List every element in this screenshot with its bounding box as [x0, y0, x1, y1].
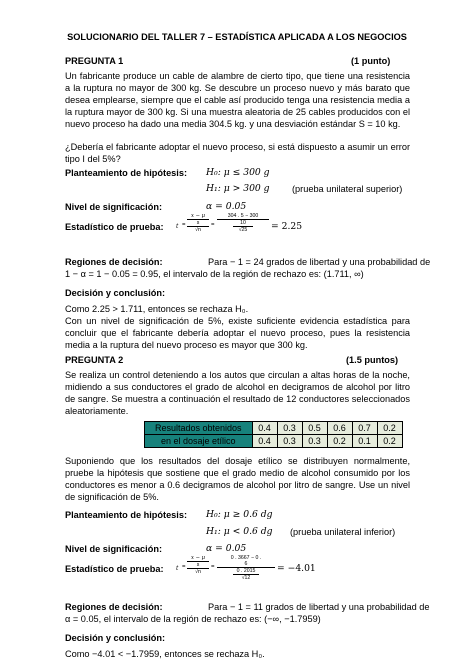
table-cell: 0.2	[377, 435, 402, 448]
q1-statement: Un fabricante produce un cable de alambre de cierto tipo, que tiene una resistencia a la ruptura no mayor de 300 kg. Se descubre un proceso nuevo y más barato que desea emplearse, siempre que el cable así producido tenga una resistencia media a la ruptura mayor de 300 kg. Si una muestra aleatoria de 25 cables producidos con el nuevo proceso ha dado una media 304.5 kg. y una desviación estándar S = 10 kg.	[65, 71, 410, 129]
q1-regions-label: Regiones de decisión:	[65, 257, 163, 267]
table-cell: 0.6	[327, 422, 352, 435]
q2-h1: H₁: μ < 0.6 dg	[206, 526, 273, 537]
q2-statistic-symbol: t	[176, 565, 179, 572]
q1-decision-label: Decisión y conclusión:	[65, 288, 166, 298]
table-row	[145, 435, 403, 448]
q2-statistic-substitution: 0 . 3667 − 0 . 6 0 . 2015 √12	[217, 555, 275, 581]
table-cell: 0.7	[352, 422, 377, 435]
document-page: SOLUCIONARIO DEL TALLER 7 – ESTADÍSTICA APLICADA A LOS NEGOCIOS PREGUNTA 1 (1 punto) Un fabricante produce un cable de alambre de cierto tipo, que tiene una resistencia a la ruptura no mayor de 300 kg. Se descubre un proceso nuevo y más barato que desea emplearse, siempre que el cable así producido tenga una resistencia media a la ruptura mayor de 300 kg. Si una muestra aleatoria de 25 cables producidos con el nuevo proceso ha dado una media 304.5 kg. y una desviación estándar S = 10 kg. ¿Debería el fabricante adoptar el nuevo proceso, si está dispuesto a asumir un error tipo I del 5%? Planteamiento de hipótesis: H₀: μ ≤ 300 g H₁: μ > 300 g (prueba unilateral superior) Nivel de significación: α = 0.05 Estadístico de prueba: t = x − μ s √n = 304 . 5 − 300 10 √25 = 2.25 Regiones de decisión: Para − 1 = 24 grados de libertad y una probabilidad de 1 − α = 1 − 0.05 = 0.95, el intervalo de la región de rechazo es: (1.711, ∞) Decisión y conclusión: Como 2.25 > 1.711, entonces se rechaza H₀. Con un nivel de significación de 5%, existe suficiente evidencia estadística para concluir que el fabricante debería adoptar el nuevo proceso, pues la resistencia media a la ruptura del nuevo proceso es mayor que 300 kg. PREGUNTA 2 (1.5 puntos) Se realiza un control deteniendo a los autos que circulan a altas horas de la noche, midiendo a sus conductores el grado de alcohol en decigramos de alcohol por litro de sangre. Se muestra a continuación el resultado de 12 conductores seleccionados aleatoriamente. Resultados obtenidos 0.4 0.3 0.5 0.6 0.7 0.2 en el dosaje etílico 0.4 0.3 0.3 0.2 0.1 0.2 Suponiendo que los resultados del dosaje etílico se distribuyen normalmente, pruebe la hipótesis que sostiene que el grado medio de alcohol consumido por los conductores es menor a 0.6 decigramos de alcohol por litro de sangre. Use un nivel de significación de 5%. Planteamiento de hipótesis: H₀: μ ≥ 0.6 dg H₁: μ < 0.6 dg (prueba unilateral inferior) Nivel de significación: α = 0.05 Estadístico de prueba: t = x − μ s √n = 0 . 3667 − 0 . 6 0 . 2015 √12 = −4.01 Regiones de decisión: Para − 1 = 11 grados de libertad y una probabilidad de α = 0.05, el intervalo de la región de rechazo es: (−∞, −1.7959) Decisión y conclusión: Como −4.01 < −1.7959, entonces se rechaza H₀.	[0, 0, 474, 669]
table-cell: 0.2	[377, 422, 402, 435]
q2-hypothesis-label: Planteamiento de hipótesis:	[65, 510, 188, 520]
q2-decision-line: Como −4.01 < −1.7959, entonces se rechaza H₀.	[65, 649, 265, 659]
table-cell: 0.4	[252, 422, 277, 435]
table-cell: 0.3	[277, 435, 302, 448]
q2-regions-line1: Para − 1 = 11 grados de libertad y una probabilidad de	[208, 602, 430, 612]
q2-test-type: (prueba unilateral inferior)	[290, 527, 396, 537]
q1-alpha: α = 0.05	[206, 201, 247, 212]
q1-statistic-formula: x − μ s √n	[187, 213, 209, 233]
table-cell: 0.4	[252, 435, 277, 448]
q1-test-type: (prueba unilateral superior)	[292, 184, 403, 194]
table-header-line1: Resultados obtenidos	[145, 422, 253, 435]
table-cell: 0.1	[352, 435, 377, 448]
q1-statistic-substitution: 304 . 5 − 300 10 √25	[217, 213, 269, 233]
table-cell: 0.2	[327, 435, 352, 448]
q2-statistic-formula: x − μ s √n	[187, 555, 209, 575]
q2-statement2: Suponiendo que los resultados del dosaje etílico se distribuyen normalmente, pruebe la hipótesis que sostiene que el grado medio de alcohol consumido por los conductores es menor a 0.6 decigramos de alcohol por litro de sangre. Use un nivel de significación de 5%.	[65, 456, 410, 502]
q1-decision-line: Como 2.25 > 1.711, entonces se rechaza H₀.	[65, 304, 249, 314]
q1-hypothesis-label: Planteamiento de hipótesis:	[65, 168, 188, 178]
q2-statistic-result: = −4.01	[277, 563, 316, 574]
table-header-line2: en el dosaje etílico	[145, 435, 253, 448]
data-table	[144, 421, 403, 448]
table-cell: 0.3	[302, 435, 327, 448]
q2-h0: H₀: μ ≥ 0.6 dg	[206, 509, 273, 520]
table-row	[145, 422, 403, 435]
q1-points: (1 punto)	[351, 56, 391, 66]
q1-statistic-result: = 2.25	[271, 221, 303, 232]
q2-points: (1.5 puntos)	[346, 355, 399, 365]
q1-question: ¿Debería el fabricante adoptar el nuevo proceso, si está dispuesto a asumir un error tipo I del 5%?	[65, 142, 410, 164]
q1-statistic-symbol: t	[176, 223, 179, 230]
q2-significance-label: Nivel de significación:	[65, 544, 163, 554]
q1-conclusion: Con un nivel de significación de 5%, existe suficiente evidencia estadística para concluir que el fabricante debería adoptar el nuevo proceso, pues la resistencia media a la ruptura del nuevo proceso es mayor que 300 kg.	[65, 316, 410, 350]
q2-regions-line2: α = 0.05, el intervalo de la región de rechazo es: (−∞, −1.7959)	[65, 614, 321, 624]
q2-statement: Se realiza un control deteniendo a los autos que circulan a altas horas de la noche, midiendo a sus conductores el grado de alcohol en decigramos de alcohol por litro de sangre. Se muestra a continuación el resultado de 12 conductores seleccionados aleatoriamente.	[65, 370, 410, 416]
q2-alpha: α = 0.05	[206, 543, 247, 554]
q1-h1: H₁: μ > 300 g	[206, 183, 270, 194]
q1-regions-line2: 1 − α = 1 − 0.05 = 0.95, el intervalo de la región de rechazo es: (1.711, ∞)	[65, 269, 364, 279]
document-title: SOLUCIONARIO DEL TALLER 7 – ESTADÍSTICA APLICADA A LOS NEGOCIOS	[67, 32, 407, 42]
q1-heading: PREGUNTA 1	[65, 56, 124, 66]
q1-regions-line1: Para − 1 = 24 grados de libertad y una probabilidad de	[208, 257, 431, 267]
q1-h0: H₀: μ ≤ 300 g	[206, 167, 270, 178]
q2-heading: PREGUNTA 2	[65, 355, 124, 365]
table-cell: 0.3	[277, 422, 302, 435]
q2-regions-label: Regiones de decisión:	[65, 602, 163, 612]
table-cell: 0.5	[302, 422, 327, 435]
q1-significance-label: Nivel de significación:	[65, 202, 163, 212]
q2-decision-label: Decisión y conclusión:	[65, 633, 166, 643]
q1-statistic-label: Estadístico de prueba:	[65, 222, 164, 232]
q2-statistic-label: Estadístico de prueba:	[65, 564, 164, 574]
